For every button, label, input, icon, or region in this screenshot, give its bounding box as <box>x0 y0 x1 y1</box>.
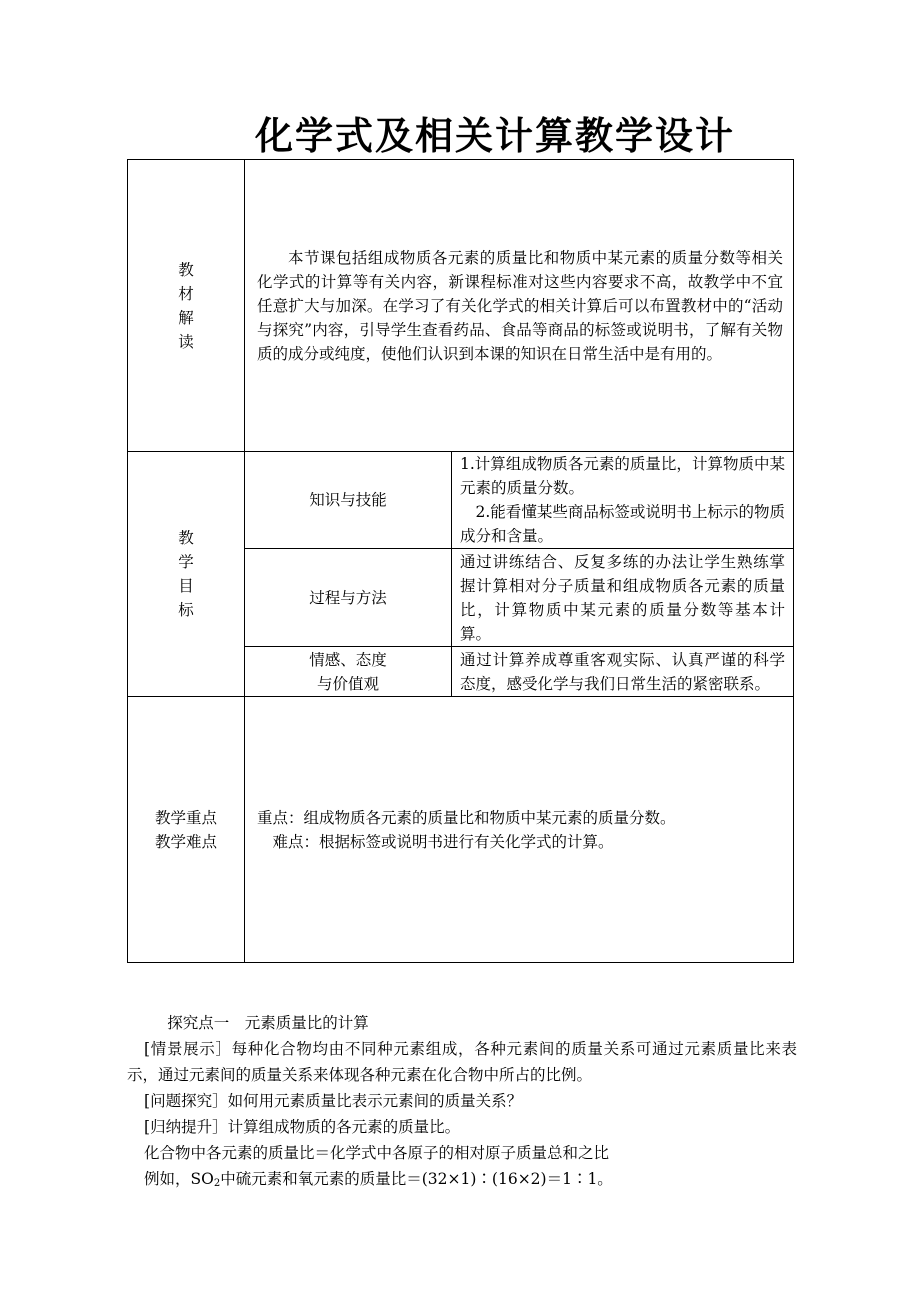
goal-attitude-text <box>452 647 794 697</box>
section-question: [问题探究］如何用元素质量比表示元素间的质量关系？ <box>144 1092 523 1110</box>
section-summary: [归纳提升］计算组成物质的各元素的质量比。 <box>144 1118 461 1136</box>
goal-attitude-line-1: 通过计算养成尊重客观实际、认真严谨的科学态度，感受化学与我们日常生活的紧密联系。 <box>460 650 785 693</box>
key-points-label-line-1: 教学重点 <box>154 808 217 827</box>
goal-knowledge-line-2: 2.能看懂某些商品标签或说明书上标示的物质成分和含量。 <box>460 503 785 545</box>
key-points-label-line-2: 教学难点 <box>154 832 217 851</box>
example-subscript: 2 <box>213 1178 221 1189</box>
section-example <box>127 1166 797 1197</box>
goal-knowledge-text <box>452 452 794 549</box>
lesson-plan-table <box>127 159 794 963</box>
key-points-text <box>245 697 794 963</box>
key-points-label-cell <box>128 697 245 963</box>
section-rule: 化合物中各元素的质量比＝化学式中各原子的相对原子质量总和之比 <box>144 1144 610 1162</box>
example-prefix: 例如，SO <box>144 1170 214 1188</box>
goal-attitude-label-line-2: 与价值观 <box>316 674 379 693</box>
material-text: 本节课包括组成物质各元素的质量比和物质中某元素的质量分数等相关化学式的计算等有关内容，新课程标准对这些内容要求不高，故教学中不宜任意扩大与加深。在学习了有关化学式的相关计算后可以布置教材中的“活动与探究”内容，引导学生查看药品、食品等商品的标签或说明书，了解有关物质的成分或纯度，使他们认识到本课的知识在日常生活中是有用的。 <box>245 160 794 452</box>
goals-label-cell <box>128 452 245 697</box>
goal-process-line-1: 通过讲练结合、反复多练的办法让学生熟练掌握计算相对分子质量和组成物质各元素的质量比，计算物质中某元素的质量分数等基本计算。 <box>460 552 785 643</box>
document-title: 化学式及相关计算教学设计 <box>254 114 735 158</box>
section-scenario: [情景展示］每种化合物均由不同种元素组成，各种元素间的质量关系可通过元素质量比来表示，通过元素间的质量关系来体现各种元素在化合物中所占的比例。 <box>127 1040 797 1084</box>
key-point-difficulty: 难点：根据标签或说明书进行有关化学式的计算。 <box>272 832 614 851</box>
goal-attitude-label-line-1: 情感、态度 <box>309 650 387 669</box>
material-label-cell <box>128 160 245 452</box>
goal-knowledge-label: 知识与技能 <box>245 452 452 549</box>
goal-process-text <box>452 549 794 647</box>
material-label: 教材解读 <box>178 260 194 351</box>
goals-label: 教学目标 <box>178 529 194 619</box>
key-point-focus: 重点：组成物质各元素的质量比和物质中某元素的质量分数。 <box>257 808 676 827</box>
inquiry-section <box>127 1010 797 1197</box>
goal-process-label: 过程与方法 <box>245 549 452 647</box>
goal-attitude-label <box>245 647 452 697</box>
example-suffix: 中硫元素和氧元素的质量比＝(32×1)∶(16×2)＝1∶1。 <box>220 1170 613 1188</box>
goal-knowledge-line-1: 1.计算组成物质各元素的质量比，计算物质中某元素的质量分数。 <box>460 455 785 497</box>
section-heading: 探究点一 元素质量比的计算 <box>167 1014 369 1032</box>
